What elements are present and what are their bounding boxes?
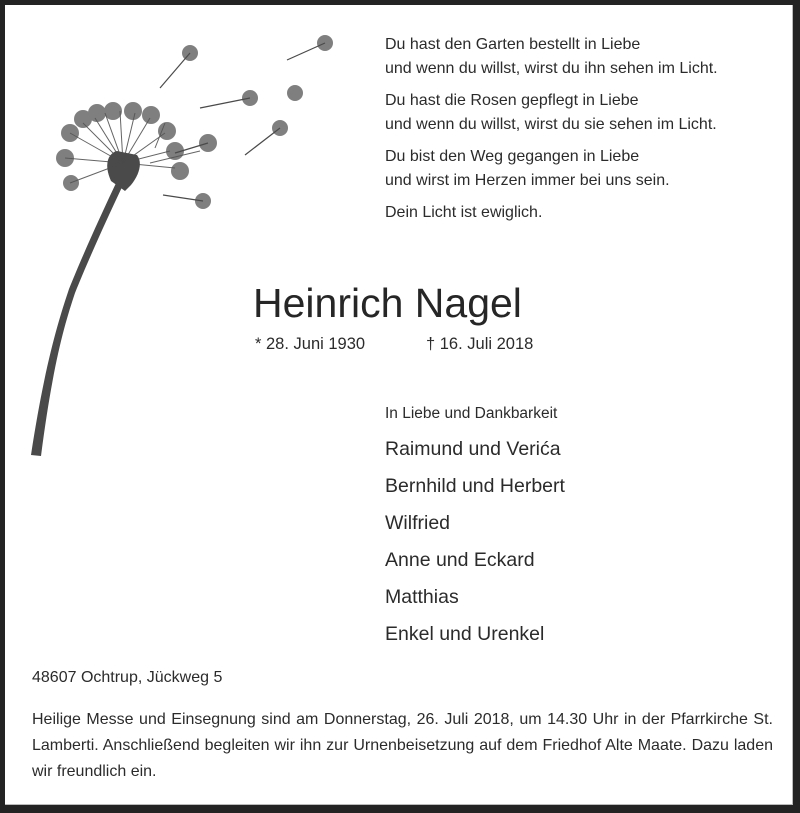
mourner-name: Anne und Eckard — [385, 549, 535, 571]
poem-line: und wenn du willst, wirst du sie sehen im Licht. — [385, 116, 717, 133]
poem-stanza — [385, 89, 718, 137]
poem — [385, 33, 718, 233]
poem-line: und wirst im Herzen immer bei uns sein. — [385, 172, 670, 189]
service-notice: Heilige Messe und Einsegnung sind am Donnerstag, 26. Juli 2018, um 14.30 Uhr in der Pfarrkirche St. Lamberti. Anschließend begleiten wir ihn zur Urnenbeisetzung auf dem Friedhof Alte Maate. Dazu laden wir freundlich ein. — [32, 711, 773, 780]
birth-date: * 28. Juni 1930 — [255, 335, 366, 353]
poem-line: und wenn du willst, wirst du ihn sehen im Licht. — [385, 60, 718, 77]
mourners-intro: In Liebe und Dankbarkeit — [385, 405, 558, 422]
mourner-name: Matthias — [385, 586, 459, 608]
family-address: 48607 Ochtrup, Jückweg 5 — [32, 669, 223, 686]
poem-line: Dein Licht ist ewiglich. — [385, 204, 543, 221]
poem-line: Du bist den Weg gegangen in Liebe — [385, 148, 640, 165]
poem-line: Du hast den Garten bestellt in Liebe — [385, 36, 641, 53]
poem-stanza — [385, 33, 718, 81]
mourner-name: Bernhild und Herbert — [385, 475, 565, 497]
mourner-name: Raimund und Verića — [385, 438, 561, 460]
poem-stanza — [385, 145, 718, 193]
mourner-name: Wilfried — [385, 512, 451, 534]
poem-stanza — [385, 201, 718, 225]
dandelion-icon — [25, 23, 365, 463]
mourner-name: Enkel und Urenkel — [385, 623, 545, 645]
death-date: † 16. Juli 2018 — [426, 335, 534, 353]
poem-line: Du hast die Rosen gepflegt in Liebe — [385, 92, 639, 109]
mourners-list — [385, 403, 565, 653]
obituary-notice — [5, 5, 793, 805]
deceased-name: Heinrich Nagel — [253, 280, 522, 326]
